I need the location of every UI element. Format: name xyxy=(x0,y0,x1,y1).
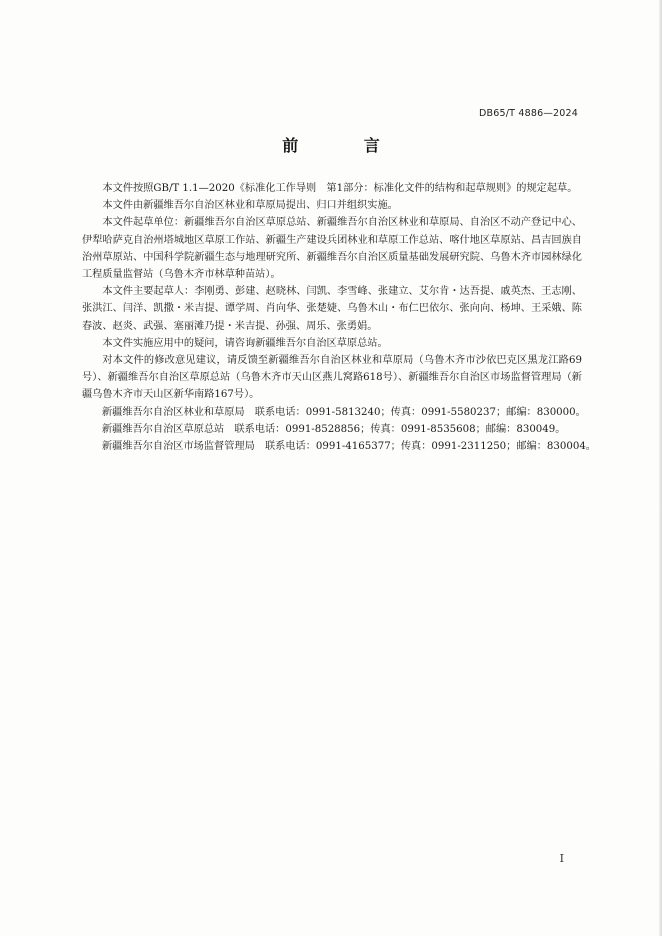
paragraph-proposer: 本文件由新疆维吾尔自治区林业和草原局提出、归口并组织实施。 xyxy=(102,200,398,212)
paragraph-drafting-units: 本文件起草单位：新疆维吾尔自治区草原总站、新疆维吾尔自治区林业和草原局、自治区不动产登记中心、伊犁哈萨克自治州塔城地区草原工作站、新疆生产建设兵团林业和草原工作总站、喀什地区草原站、昌吉回族自治州草原站、中国科学院新疆生态与地理研究所、新疆维吾尔自治区质量基础发展研究院、乌鲁木齐市园林绿化工程质量监督站（乌鲁木齐市林草种苗站）。 xyxy=(82,217,582,281)
section-title: 前 言 xyxy=(282,136,410,155)
contact-line-forestry-bureau: 新疆维吾尔自治区林业和草原局 联系电话：0991-5813240；传真：0991-5580237；邮编：830000。 xyxy=(102,406,586,418)
paragraph-feedback: 对本文件的修改意见建议，请反馈至新疆维吾尔自治区林业和草原局（乌鲁木齐市沙依巴克区黑龙江路69号）、新疆维吾尔自治区草原总站（乌鲁木齐市天山区燕儿窝路618号）、新疆维吾尔自治区市场监督管理局（新疆乌鲁木齐市天山区新华南路167号）。 xyxy=(82,355,582,401)
contact-line-market-regulation: 新疆维吾尔自治区市场监督管理局 联系电话：0991-4165377；传真：0991-2311250；邮编：830004。 xyxy=(102,441,596,453)
paragraph-drafting-rules: 本文件按照GB/T 1.1—2020《标准化工作导则 第1部分：标准化文件的结构和起草规则》的规定起草。 xyxy=(102,183,578,194)
paragraph-drafters: 本文件主要起草人：李刚勇、彭建、赵晓林、闫凯、李雪峰、张建立、艾尔肯・达吾提、戚英杰、王志刚、张洪江、闫洋、凯撒・米吉提、谭学周、肖向华、张楚婕、乌鲁木山・布仁巴依尔、张向向、杨坤、王采娥、陈春波、赵炎、武强、塞丽滩乃提・米吉提、孙强、周乐、张勇娟。 xyxy=(82,286,582,332)
contact-line-grassland-station: 新疆维吾尔自治区草原总站 联系电话：0991-8528856；传真：0991-8535608；邮编：830049。 xyxy=(102,423,566,435)
paragraph-inquiry: 本文件实施应用中的疑问，请咨询新疆维吾尔自治区草原总站。 xyxy=(102,337,388,349)
page-number: I xyxy=(559,852,564,865)
foreword-body xyxy=(82,180,596,455)
standard-number: DB65/T 4886—2024 xyxy=(479,108,578,119)
